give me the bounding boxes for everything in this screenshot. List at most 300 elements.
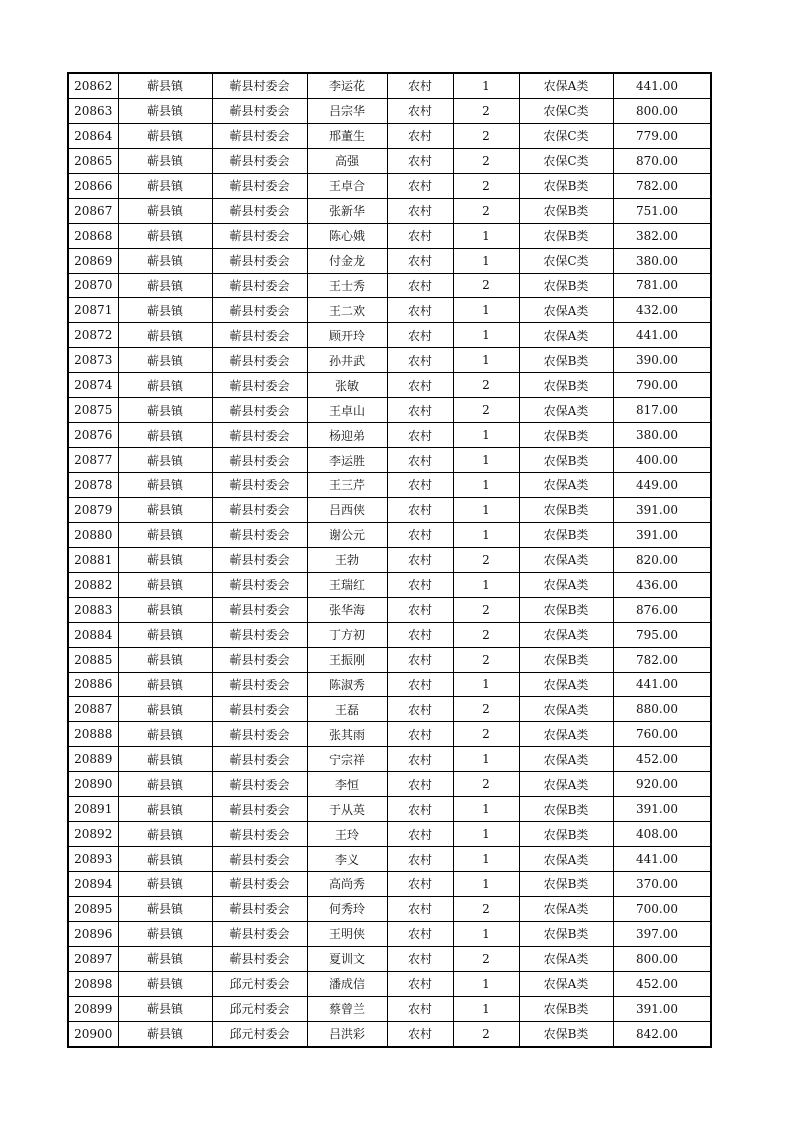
row-id-cell: 20875: [68, 398, 118, 423]
village-committee-cell: 蕲县村委会: [212, 547, 307, 572]
household-count-cell: 2: [453, 123, 519, 148]
insurance-category-cell: 农保B类: [519, 373, 613, 398]
table-row: [68, 423, 711, 448]
amount-cell: 842.00: [613, 1021, 711, 1046]
table-row: [68, 996, 711, 1021]
area-type-cell: 农村: [387, 921, 453, 946]
town-cell: 蕲县镇: [118, 747, 212, 772]
town-cell: 蕲县镇: [118, 822, 212, 847]
insurance-category-cell: 农保A类: [519, 946, 613, 971]
household-count-cell: 2: [453, 896, 519, 921]
area-type-cell: 农村: [387, 173, 453, 198]
area-type-cell: 农村: [387, 647, 453, 672]
village-committee-cell: 蕲县村委会: [212, 522, 307, 547]
person-name-cell: 高尚秀: [307, 872, 387, 897]
amount-cell: 817.00: [613, 398, 711, 423]
insurance-category-cell: 农保A类: [519, 772, 613, 797]
town-cell: 蕲县镇: [118, 697, 212, 722]
village-committee-cell: 蕲县村委会: [212, 672, 307, 697]
area-type-cell: 农村: [387, 697, 453, 722]
household-count-cell: 1: [453, 672, 519, 697]
area-type-cell: 农村: [387, 896, 453, 921]
row-id-cell: 20870: [68, 273, 118, 298]
village-committee-cell: 蕲县村委会: [212, 123, 307, 148]
amount-cell: 751.00: [613, 198, 711, 223]
household-count-cell: 1: [453, 423, 519, 448]
row-id-cell: 20896: [68, 921, 118, 946]
row-id-cell: 20874: [68, 373, 118, 398]
village-committee-cell: 蕲县村委会: [212, 896, 307, 921]
table-row: [68, 398, 711, 423]
town-cell: 蕲县镇: [118, 522, 212, 547]
amount-cell: 795.00: [613, 622, 711, 647]
household-count-cell: 2: [453, 398, 519, 423]
village-committee-cell: 蕲县村委会: [212, 373, 307, 398]
area-type-cell: 农村: [387, 98, 453, 123]
household-count-cell: 2: [453, 772, 519, 797]
person-name-cell: 李义: [307, 847, 387, 872]
town-cell: 蕲县镇: [118, 772, 212, 797]
amount-cell: 408.00: [613, 822, 711, 847]
insurance-category-cell: 农保A类: [519, 722, 613, 747]
insurance-category-cell: 农保A类: [519, 747, 613, 772]
village-committee-cell: 蕲县村委会: [212, 173, 307, 198]
insurance-category-cell: 农保A类: [519, 473, 613, 498]
area-type-cell: 农村: [387, 822, 453, 847]
town-cell: 蕲县镇: [118, 173, 212, 198]
area-type-cell: 农村: [387, 373, 453, 398]
amount-cell: 876.00: [613, 597, 711, 622]
amount-cell: 380.00: [613, 248, 711, 273]
village-committee-cell: 蕲县村委会: [212, 722, 307, 747]
person-name-cell: 吕宗华: [307, 98, 387, 123]
town-cell: 蕲县镇: [118, 473, 212, 498]
town-cell: 蕲县镇: [118, 448, 212, 473]
person-name-cell: 陈心娥: [307, 223, 387, 248]
town-cell: 蕲县镇: [118, 722, 212, 747]
village-committee-cell: 蕲县村委会: [212, 797, 307, 822]
table-row: [68, 522, 711, 547]
row-id-cell: 20891: [68, 797, 118, 822]
household-count-cell: 2: [453, 622, 519, 647]
insurance-category-cell: 农保B类: [519, 348, 613, 373]
person-name-cell: 孙井武: [307, 348, 387, 373]
insurance-category-cell: 农保A类: [519, 398, 613, 423]
table-row: [68, 672, 711, 697]
amount-cell: 781.00: [613, 273, 711, 298]
village-committee-cell: 蕲县村委会: [212, 273, 307, 298]
person-name-cell: 王振刚: [307, 647, 387, 672]
town-cell: 蕲县镇: [118, 672, 212, 697]
village-committee-cell: 蕲县村委会: [212, 348, 307, 373]
household-count-cell: 1: [453, 223, 519, 248]
town-cell: 蕲县镇: [118, 971, 212, 996]
row-id-cell: 20877: [68, 448, 118, 473]
insurance-category-cell: 农保B类: [519, 173, 613, 198]
town-cell: 蕲县镇: [118, 921, 212, 946]
amount-cell: 782.00: [613, 173, 711, 198]
village-committee-cell: 邱元村委会: [212, 1021, 307, 1046]
household-count-cell: 1: [453, 448, 519, 473]
household-count-cell: 2: [453, 547, 519, 572]
town-cell: 蕲县镇: [118, 298, 212, 323]
insurance-category-cell: 农保B类: [519, 1021, 613, 1046]
amount-cell: 370.00: [613, 872, 711, 897]
person-name-cell: 张其雨: [307, 722, 387, 747]
row-id-cell: 20871: [68, 298, 118, 323]
amount-cell: 397.00: [613, 921, 711, 946]
person-name-cell: 张新华: [307, 198, 387, 223]
person-name-cell: 张敏: [307, 373, 387, 398]
table-row: [68, 872, 711, 897]
household-count-cell: 2: [453, 373, 519, 398]
person-name-cell: 蔡曾兰: [307, 996, 387, 1021]
amount-cell: 391.00: [613, 996, 711, 1021]
area-type-cell: 农村: [387, 298, 453, 323]
area-type-cell: 农村: [387, 797, 453, 822]
person-name-cell: 丁方初: [307, 622, 387, 647]
area-type-cell: 农村: [387, 148, 453, 173]
person-name-cell: 宁宗祥: [307, 747, 387, 772]
household-count-cell: 2: [453, 1021, 519, 1046]
village-committee-cell: 蕲县村委会: [212, 872, 307, 897]
amount-cell: 920.00: [613, 772, 711, 797]
person-name-cell: 何秀玲: [307, 896, 387, 921]
person-name-cell: 邢董生: [307, 123, 387, 148]
person-name-cell: 王磊: [307, 697, 387, 722]
village-committee-cell: 蕲县村委会: [212, 921, 307, 946]
amount-cell: 436.00: [613, 572, 711, 597]
table-row: [68, 73, 711, 98]
insurance-category-cell: 农保B类: [519, 497, 613, 522]
household-count-cell: 1: [453, 822, 519, 847]
village-committee-cell: 蕲县村委会: [212, 198, 307, 223]
row-id-cell: 20864: [68, 123, 118, 148]
amount-cell: 380.00: [613, 423, 711, 448]
amount-cell: 390.00: [613, 348, 711, 373]
village-committee-cell: 蕲县村委会: [212, 597, 307, 622]
insurance-category-cell: 农保B类: [519, 822, 613, 847]
village-committee-cell: 蕲县村委会: [212, 497, 307, 522]
amount-cell: 441.00: [613, 672, 711, 697]
town-cell: 蕲县镇: [118, 398, 212, 423]
table-row: [68, 273, 711, 298]
insurance-category-cell: 农保A类: [519, 323, 613, 348]
village-committee-cell: 蕲县村委会: [212, 448, 307, 473]
area-type-cell: 农村: [387, 198, 453, 223]
town-cell: 蕲县镇: [118, 946, 212, 971]
area-type-cell: 农村: [387, 946, 453, 971]
area-type-cell: 农村: [387, 398, 453, 423]
town-cell: 蕲县镇: [118, 847, 212, 872]
household-count-cell: 2: [453, 173, 519, 198]
row-id-cell: 20888: [68, 722, 118, 747]
row-id-cell: 20863: [68, 98, 118, 123]
household-count-cell: 1: [453, 298, 519, 323]
household-count-cell: 2: [453, 98, 519, 123]
village-committee-cell: 邱元村委会: [212, 971, 307, 996]
town-cell: 蕲县镇: [118, 148, 212, 173]
insurance-category-cell: 农保C类: [519, 98, 613, 123]
village-committee-cell: 蕲县村委会: [212, 398, 307, 423]
household-count-cell: 1: [453, 323, 519, 348]
household-count-cell: 1: [453, 797, 519, 822]
area-type-cell: 农村: [387, 872, 453, 897]
area-type-cell: 农村: [387, 996, 453, 1021]
row-id-cell: 20893: [68, 847, 118, 872]
town-cell: 蕲县镇: [118, 996, 212, 1021]
person-name-cell: 谢公元: [307, 522, 387, 547]
table-row: [68, 1021, 711, 1046]
table-row: [68, 448, 711, 473]
person-name-cell: 王勃: [307, 547, 387, 572]
area-type-cell: 农村: [387, 1021, 453, 1046]
area-type-cell: 农村: [387, 597, 453, 622]
amount-cell: 432.00: [613, 298, 711, 323]
amount-cell: 760.00: [613, 722, 711, 747]
insurance-category-cell: 农保B类: [519, 522, 613, 547]
area-type-cell: 农村: [387, 547, 453, 572]
town-cell: 蕲县镇: [118, 896, 212, 921]
insurance-category-cell: 农保B类: [519, 597, 613, 622]
town-cell: 蕲县镇: [118, 198, 212, 223]
village-committee-cell: 蕲县村委会: [212, 73, 307, 98]
insurance-category-cell: 农保A类: [519, 672, 613, 697]
amount-cell: 800.00: [613, 98, 711, 123]
row-id-cell: 20885: [68, 647, 118, 672]
household-count-cell: 1: [453, 572, 519, 597]
table-row: [68, 921, 711, 946]
amount-cell: 452.00: [613, 747, 711, 772]
row-id-cell: 20894: [68, 872, 118, 897]
person-name-cell: 吕洪彩: [307, 1021, 387, 1046]
town-cell: 蕲县镇: [118, 497, 212, 522]
village-committee-cell: 蕲县村委会: [212, 822, 307, 847]
area-type-cell: 农村: [387, 722, 453, 747]
insurance-category-cell: 农保A类: [519, 847, 613, 872]
person-name-cell: 王瑞红: [307, 572, 387, 597]
village-committee-cell: 蕲县村委会: [212, 946, 307, 971]
amount-cell: 800.00: [613, 946, 711, 971]
town-cell: 蕲县镇: [118, 423, 212, 448]
household-count-cell: 2: [453, 198, 519, 223]
amount-cell: 782.00: [613, 647, 711, 672]
row-id-cell: 20883: [68, 597, 118, 622]
town-cell: 蕲县镇: [118, 73, 212, 98]
amount-cell: 391.00: [613, 797, 711, 822]
table-row: [68, 772, 711, 797]
insurance-category-cell: 农保C类: [519, 123, 613, 148]
beneficiary-table: [67, 72, 712, 1048]
row-id-cell: 20873: [68, 348, 118, 373]
area-type-cell: 农村: [387, 448, 453, 473]
area-type-cell: 农村: [387, 747, 453, 772]
row-id-cell: 20886: [68, 672, 118, 697]
insurance-category-cell: 农保B类: [519, 872, 613, 897]
row-id-cell: 20892: [68, 822, 118, 847]
household-count-cell: 1: [453, 248, 519, 273]
town-cell: 蕲县镇: [118, 123, 212, 148]
village-committee-cell: 蕲县村委会: [212, 223, 307, 248]
amount-cell: 400.00: [613, 448, 711, 473]
table-row: [68, 473, 711, 498]
town-cell: 蕲县镇: [118, 248, 212, 273]
table-row: [68, 697, 711, 722]
amount-cell: 441.00: [613, 847, 711, 872]
household-count-cell: 1: [453, 473, 519, 498]
insurance-category-cell: 农保A类: [519, 547, 613, 572]
table-row: [68, 173, 711, 198]
household-count-cell: 2: [453, 946, 519, 971]
household-count-cell: 2: [453, 697, 519, 722]
household-count-cell: 1: [453, 747, 519, 772]
insurance-category-cell: 农保B类: [519, 198, 613, 223]
area-type-cell: 农村: [387, 223, 453, 248]
amount-cell: 441.00: [613, 73, 711, 98]
household-count-cell: 1: [453, 996, 519, 1021]
insurance-category-cell: 农保A类: [519, 896, 613, 921]
amount-cell: 391.00: [613, 522, 711, 547]
table-row: [68, 722, 711, 747]
amount-cell: 880.00: [613, 697, 711, 722]
person-name-cell: 于从英: [307, 797, 387, 822]
village-committee-cell: 蕲县村委会: [212, 473, 307, 498]
insurance-category-cell: 农保A类: [519, 298, 613, 323]
village-committee-cell: 蕲县村委会: [212, 423, 307, 448]
insurance-category-cell: 农保A类: [519, 572, 613, 597]
table-row: [68, 747, 711, 772]
area-type-cell: 农村: [387, 348, 453, 373]
household-count-cell: 1: [453, 522, 519, 547]
row-id-cell: 20869: [68, 248, 118, 273]
person-name-cell: 潘成信: [307, 971, 387, 996]
row-id-cell: 20866: [68, 173, 118, 198]
household-count-cell: 2: [453, 148, 519, 173]
area-type-cell: 农村: [387, 248, 453, 273]
table-row: [68, 348, 711, 373]
row-id-cell: 20880: [68, 522, 118, 547]
row-id-cell: 20897: [68, 946, 118, 971]
household-count-cell: 2: [453, 722, 519, 747]
town-cell: 蕲县镇: [118, 1021, 212, 1046]
insurance-category-cell: 农保C类: [519, 148, 613, 173]
table-row: [68, 123, 711, 148]
table-row: [68, 896, 711, 921]
person-name-cell: 张华海: [307, 597, 387, 622]
table-row: [68, 298, 711, 323]
area-type-cell: 农村: [387, 73, 453, 98]
row-id-cell: 20895: [68, 896, 118, 921]
person-name-cell: 付金龙: [307, 248, 387, 273]
village-committee-cell: 蕲县村委会: [212, 622, 307, 647]
amount-cell: 382.00: [613, 223, 711, 248]
household-count-cell: 2: [453, 647, 519, 672]
insurance-category-cell: 农保A类: [519, 73, 613, 98]
row-id-cell: 20890: [68, 772, 118, 797]
table-row: [68, 597, 711, 622]
person-name-cell: 王卓合: [307, 173, 387, 198]
household-count-cell: 1: [453, 348, 519, 373]
amount-cell: 391.00: [613, 497, 711, 522]
village-committee-cell: 蕲县村委会: [212, 697, 307, 722]
table-row: [68, 223, 711, 248]
insurance-category-cell: 农保B类: [519, 797, 613, 822]
area-type-cell: 农村: [387, 672, 453, 697]
table-row: [68, 148, 711, 173]
village-committee-cell: 蕲县村委会: [212, 847, 307, 872]
row-id-cell: 20862: [68, 73, 118, 98]
row-id-cell: 20881: [68, 547, 118, 572]
village-committee-cell: 蕲县村委会: [212, 647, 307, 672]
household-count-cell: 1: [453, 971, 519, 996]
person-name-cell: 李运胜: [307, 448, 387, 473]
amount-cell: 700.00: [613, 896, 711, 921]
row-id-cell: 20872: [68, 323, 118, 348]
insurance-category-cell: 农保C类: [519, 248, 613, 273]
village-committee-cell: 蕲县村委会: [212, 98, 307, 123]
row-id-cell: 20899: [68, 996, 118, 1021]
insurance-category-cell: 农保A类: [519, 971, 613, 996]
area-type-cell: 农村: [387, 971, 453, 996]
village-committee-cell: 蕲县村委会: [212, 298, 307, 323]
town-cell: 蕲县镇: [118, 597, 212, 622]
area-type-cell: 农村: [387, 497, 453, 522]
village-committee-cell: 蕲县村委会: [212, 248, 307, 273]
amount-cell: 452.00: [613, 971, 711, 996]
table-row: [68, 497, 711, 522]
insurance-category-cell: 农保B类: [519, 423, 613, 448]
household-count-cell: 2: [453, 273, 519, 298]
table-row: [68, 647, 711, 672]
table-body: [68, 73, 711, 1047]
area-type-cell: 农村: [387, 423, 453, 448]
amount-cell: 790.00: [613, 373, 711, 398]
table-row: [68, 946, 711, 971]
row-id-cell: 20884: [68, 622, 118, 647]
town-cell: 蕲县镇: [118, 647, 212, 672]
insurance-category-cell: 农保B类: [519, 223, 613, 248]
village-committee-cell: 蕲县村委会: [212, 747, 307, 772]
area-type-cell: 农村: [387, 273, 453, 298]
village-committee-cell: 蕲县村委会: [212, 323, 307, 348]
area-type-cell: 农村: [387, 473, 453, 498]
person-name-cell: 陈淑秀: [307, 672, 387, 697]
amount-cell: 870.00: [613, 148, 711, 173]
person-name-cell: 王明侠: [307, 921, 387, 946]
table-row: [68, 198, 711, 223]
table-row: [68, 323, 711, 348]
table-row: [68, 98, 711, 123]
row-id-cell: 20898: [68, 971, 118, 996]
person-name-cell: 李运花: [307, 73, 387, 98]
amount-cell: 779.00: [613, 123, 711, 148]
person-name-cell: 王玲: [307, 822, 387, 847]
person-name-cell: 夏训文: [307, 946, 387, 971]
person-name-cell: 顾开玲: [307, 323, 387, 348]
area-type-cell: 农村: [387, 847, 453, 872]
table-row: [68, 572, 711, 597]
person-name-cell: 杨迎弟: [307, 423, 387, 448]
insurance-category-cell: 农保B类: [519, 448, 613, 473]
insurance-category-cell: 农保A类: [519, 697, 613, 722]
village-committee-cell: 蕲县村委会: [212, 148, 307, 173]
town-cell: 蕲县镇: [118, 323, 212, 348]
household-count-cell: 1: [453, 73, 519, 98]
area-type-cell: 农村: [387, 323, 453, 348]
area-type-cell: 农村: [387, 572, 453, 597]
row-id-cell: 20887: [68, 697, 118, 722]
table-row: [68, 847, 711, 872]
